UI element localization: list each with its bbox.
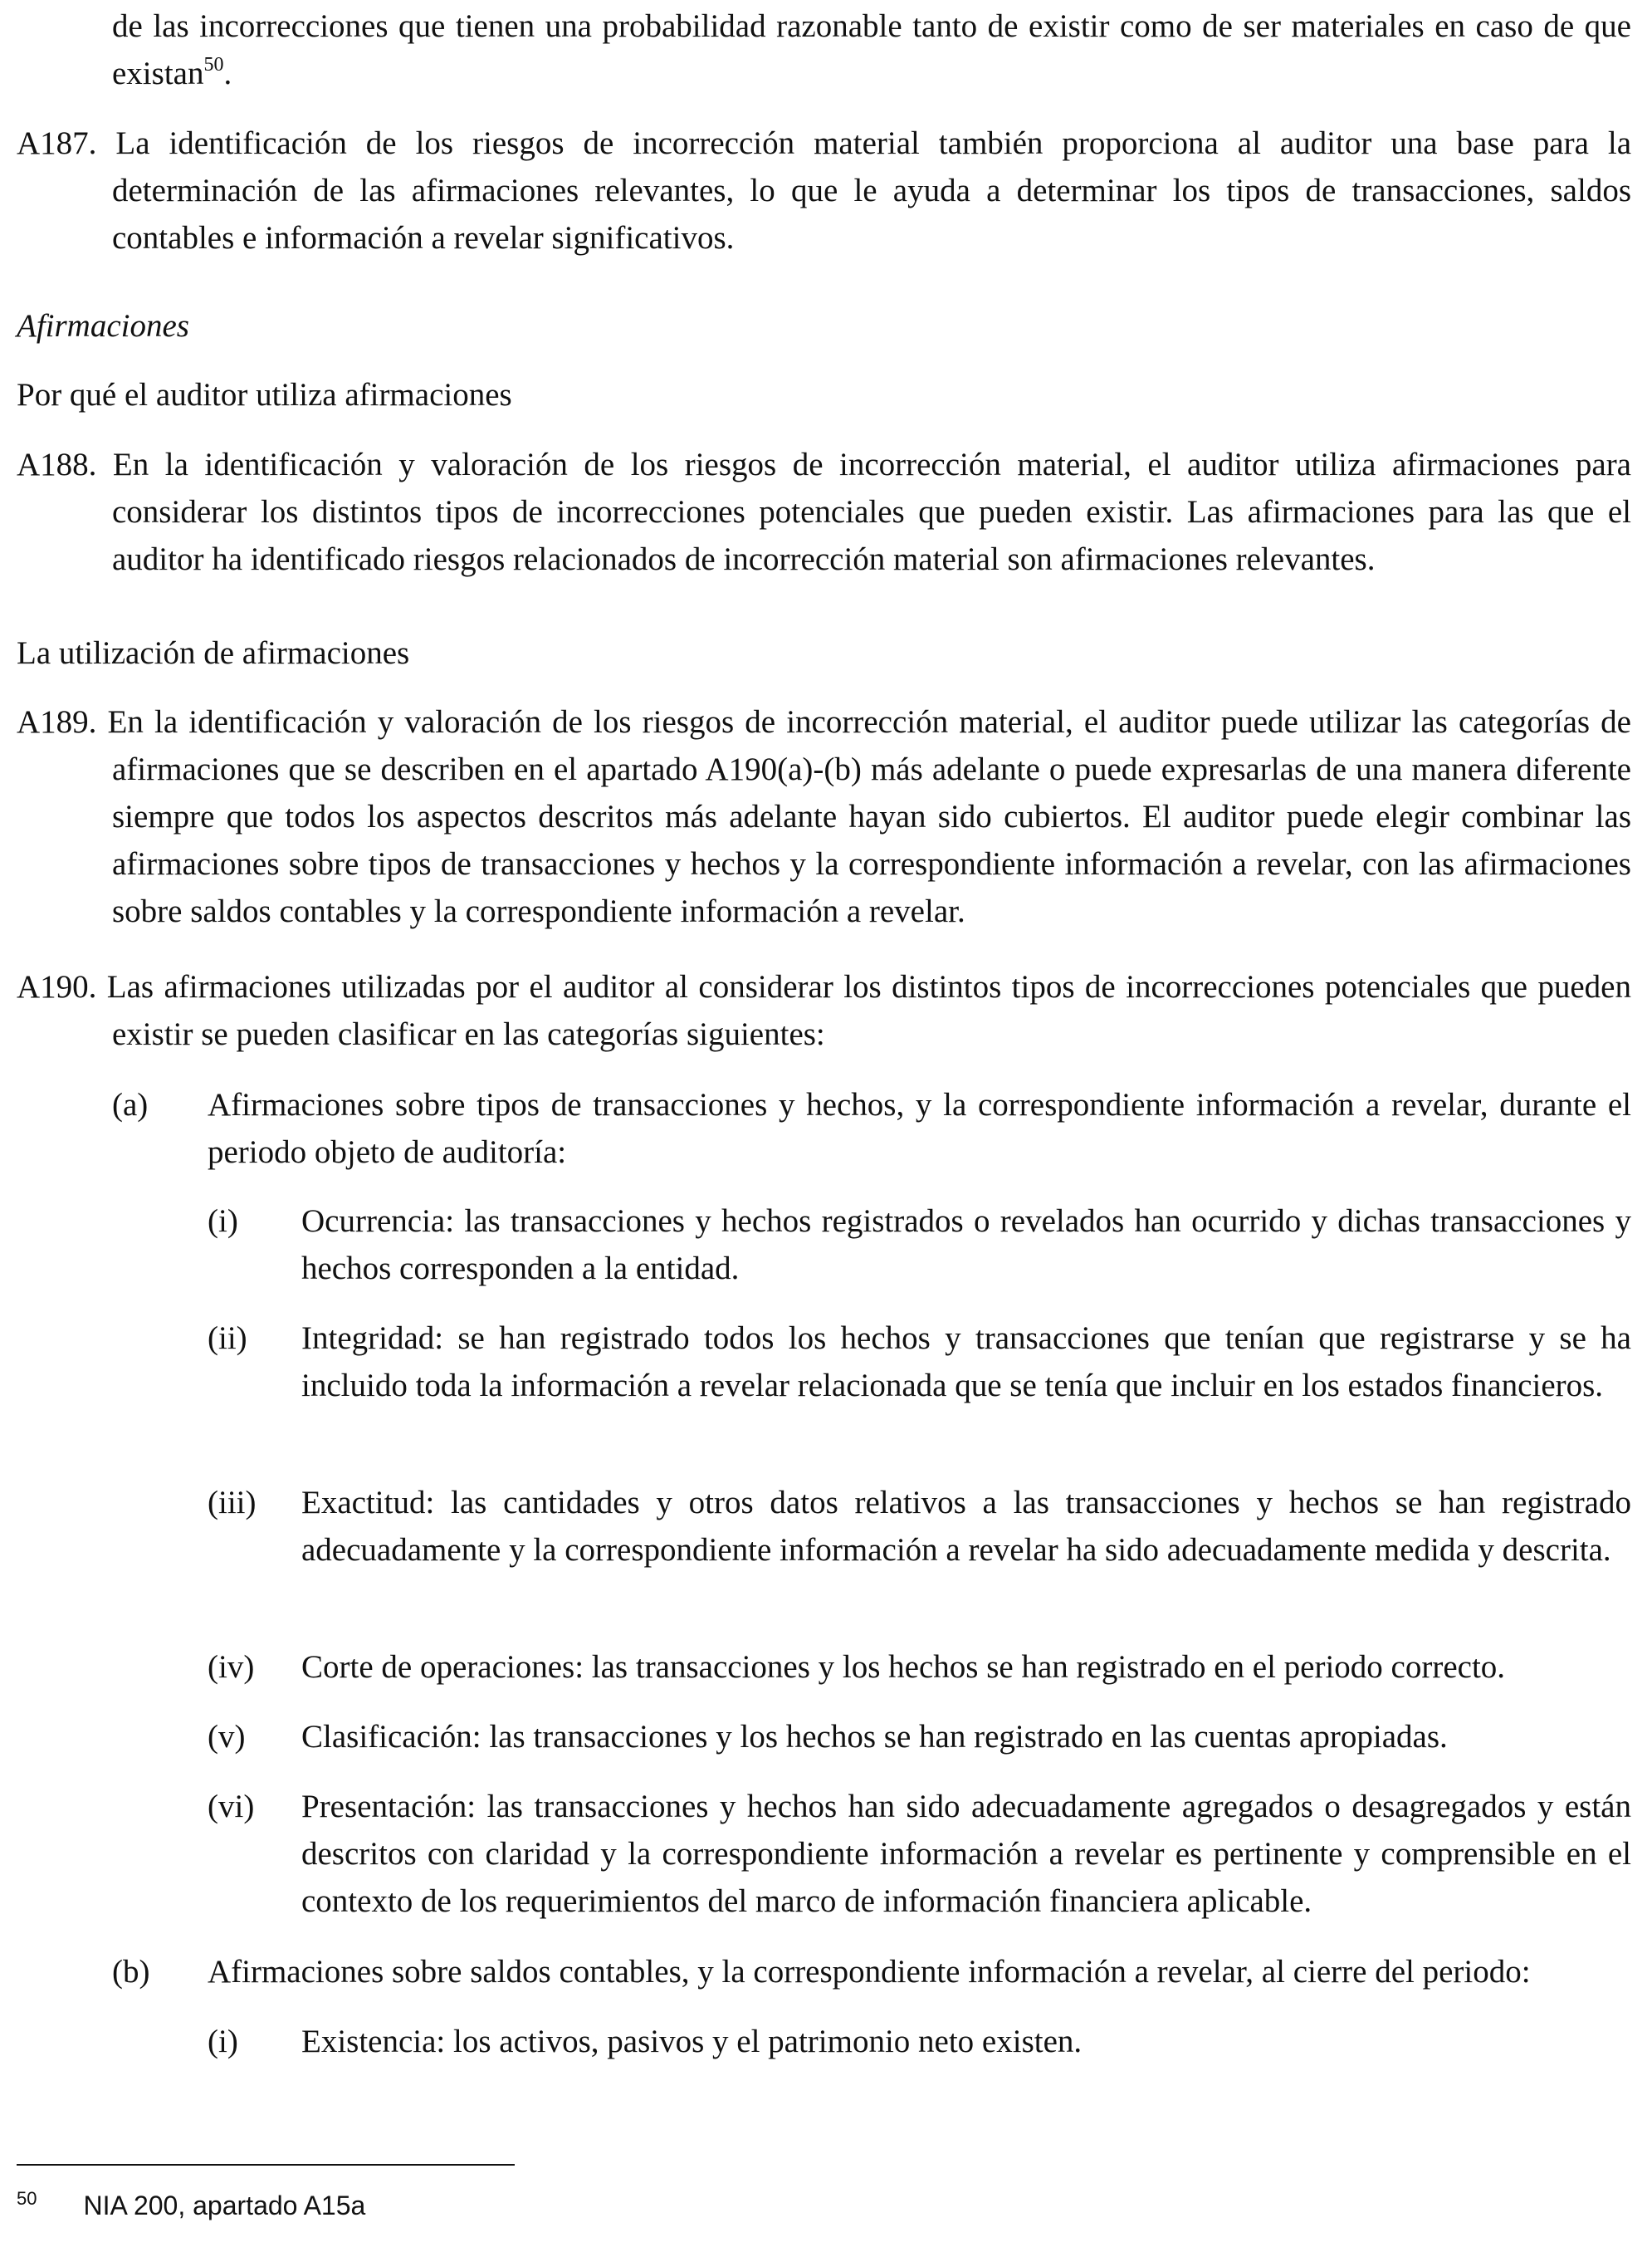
list-item-a-i	[208, 1197, 1631, 1292]
paragraph-a190: A190. Las afirmaciones utilizadas por el auditor al considerar los distintos tipos de incorrecciones potenciales que pueden existir se pueden clasificar en las categorías siguientes:	[17, 969, 1631, 1052]
list-label: (ii)	[208, 1320, 247, 1356]
list-text: Integridad: se han registrado todos los hechos y transacciones que tenían que registrarse y se ha incluido toda la información a revelar relacionada que se tenía que incluir en los estados financieros.	[301, 1320, 1631, 1403]
list-label: (iii)	[208, 1485, 257, 1520]
list-text: Presentación: las transacciones y hechos han sido adecuadamente agregados o desagregados y están descritos con claridad y la correspondiente información a revelar es pertinente y comprensible en el contexto de los requerimientos del marco de información financiera aplicable.	[301, 1789, 1631, 1919]
paragraph-a187: A187. La identificación de los riesgos de incorrección material también proporciona al auditor una base para la determinación de las afirmaciones relevantes, lo que le ayuda a determinar los tipos de transacciones, saldos contables e información a revelar significativos.	[17, 125, 1631, 256]
list-label: (a)	[112, 1087, 149, 1123]
list-text: Afirmaciones sobre tipos de transacciones y hechos, y la correspondiente información a revelar, durante el periodo objeto de auditoría:	[208, 1087, 1631, 1170]
list-item-a-ii	[208, 1314, 1631, 1409]
footnote-reference[interactable]: 50	[203, 54, 224, 76]
footnote	[17, 2189, 365, 2225]
list-item-a	[112, 1081, 1631, 1176]
paragraph-a189: A189. En la identificación y valoración de los riesgos de incorrección material, el auditor puede utilizar las categorías de afirmaciones que se describen en el apartado A190(a)-(b) más adelante o puede expresarlas de una manera diferente siempre que todos los aspectos descritos más adelante hayan sido cubiertos. El auditor puede elegir combinar las afirmaciones sobre tipos de transacciones y hechos y la correspondiente información a revelar, con las afirmaciones sobre saldos contables y la correspondiente información a revelar.	[17, 704, 1631, 929]
list-label: (vi)	[208, 1789, 255, 1824]
continuation-end: .	[223, 56, 232, 91]
list-text: Existencia: los activos, pasivos y el patrimonio neto existen.	[301, 2024, 1083, 2059]
subheading-por-que: Por qué el auditor utiliza afirmaciones	[17, 377, 512, 413]
continuation-text: de las incorrecciones que tienen una probabilidad razonable tanto de existir como de ser materiales en caso de que existan	[112, 8, 1631, 91]
list-item-a-v	[208, 1713, 1631, 1760]
list-label: (iv)	[208, 1649, 255, 1685]
footnote-number: 50	[17, 2188, 37, 2209]
list-item-a-vi	[208, 1783, 1631, 1925]
list-label: (v)	[208, 1719, 246, 1755]
list-label: (i)	[208, 2024, 238, 2059]
footnote-separator	[17, 2164, 515, 2166]
list-label: (b)	[112, 1954, 150, 1990]
subheading-utilizacion: La utilización de afirmaciones	[17, 635, 410, 671]
list-text: Corte de operaciones: las transacciones y los hechos se han registrado en el periodo correcto.	[301, 1649, 1506, 1685]
footnote-text: NIA 200, apartado A15a	[83, 2191, 366, 2220]
list-item-b	[112, 1948, 1631, 1995]
list-item-b-i	[208, 2018, 1631, 2065]
list-label: (i)	[208, 1203, 238, 1239]
list-item-a-iv	[208, 1643, 1631, 1691]
list-item-a-iii	[208, 1479, 1631, 1574]
paragraph-a188: A188. En la identificación y valoración de los riesgos de incorrección material, el auditor utiliza afirmaciones para considerar los distintos tipos de incorrecciones potenciales que pueden existir. Las afirmaciones para las que el auditor ha identificado riesgos relacionados de incorrección material son afirmaciones relevantes.	[17, 447, 1631, 577]
section-heading-afirmaciones: Afirmaciones	[17, 308, 189, 344]
continuation-paragraph	[112, 2, 1631, 97]
list-text: Exactitud: las cantidades y otros datos relativos a las transacciones y hechos se han registrado adecuadamente y la correspondiente información a revelar ha sido adecuadamente medida y descrita.	[301, 1485, 1631, 1568]
list-text: Afirmaciones sobre saldos contables, y la correspondiente información a revelar, al cierre del periodo:	[208, 1954, 1531, 1990]
list-text: Ocurrencia: las transacciones y hechos registrados o revelados han ocurrido y dichas transacciones y hechos corresponden a la entidad.	[301, 1203, 1631, 1286]
list-text: Clasificación: las transacciones y los hechos se han registrado en las cuentas apropiadas.	[301, 1719, 1448, 1755]
